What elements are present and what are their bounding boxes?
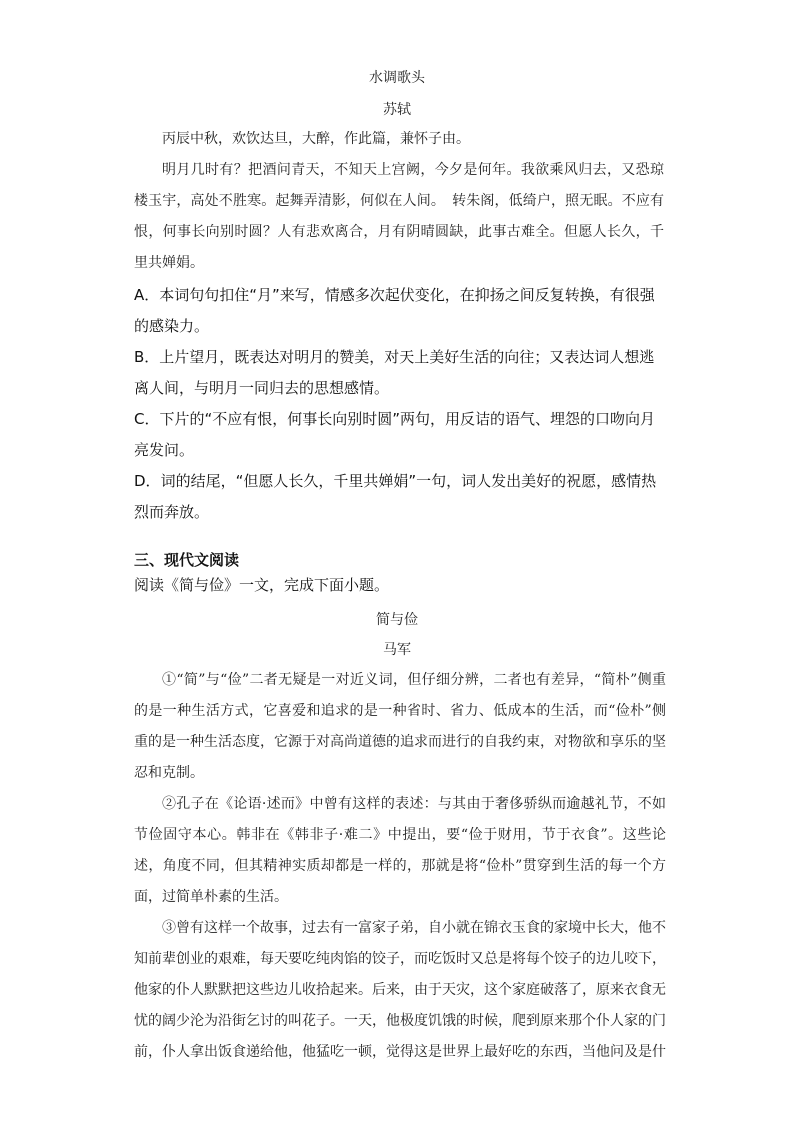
option-letter: A． bbox=[134, 286, 160, 304]
poem-title: 水调歌头 bbox=[369, 70, 425, 86]
option-b bbox=[134, 342, 666, 404]
option-c bbox=[134, 404, 666, 466]
option-a bbox=[134, 280, 666, 342]
poem-preface: 丙辰中秋，欢饮达旦，大醉，作此篇，兼怀子由。 bbox=[162, 131, 470, 147]
essay-title: 简与俭 bbox=[376, 612, 418, 628]
essay-paragraph-1: ①“简”与“俭”二者无疑是一对近义词，但仔细分辨，二者也有差异，“简朴”侧重的是一种生活方式，它喜爱和追求的是一种省时、省力、低成本的生活，而“俭朴”侧重的是一种生活态度，它源于对高尚道德的追求而进行的自我约束，对物欲和享乐的坚忍和克制。 bbox=[134, 672, 666, 781]
section-instruction: 阅读《简与俭》一文，完成下面小题。 bbox=[134, 576, 390, 594]
option-letter: B． bbox=[134, 348, 160, 366]
essay-author: 马军 bbox=[383, 642, 411, 658]
poem-body: 明月几时有？把酒问青天，不知天上宫阙，今夕是何年。我欲乘风归去，又恐琼楼玉宇，高处不胜寒。起舞弄清影，何似在人间。 转朱阁，低绮户，照无眠。不应有恨，何事长向别时圆？人有悲欢离合，月有阴晴圆缺，此事古难全。但愿人长久，千里共婵娟。 bbox=[134, 162, 664, 271]
poem-author: 苏轼 bbox=[383, 102, 411, 118]
essay-paragraph-3: ③曾有这样一个故事，过去有一富家子弟，自小就在锦衣玉食的家境中长大，他不知前辈创业的艰难，每天要吃纯肉馅的饺子，而吃饭时又总是将每个饺子的边儿咬下，他家的仆人默默把这些边儿收拾起来。后来，由于天灾，这个家庭破落了，原来衣食无忧的阔少沦为沿街乞讨的叫花子。一天，他极度饥饿的时候，爬到原来那个仆人家的门前，仆人拿出饭食递给他，他猛吃一顿，觉得这是世界上最好吃的东西，当他问及是什 bbox=[134, 920, 666, 1060]
option-d bbox=[134, 466, 666, 528]
option-text: 上片望月，既表达对明月的赞美，对天上美好生活的向往；又表达词人想逃离人间，与明月一同归去的思想感情。 bbox=[134, 348, 655, 397]
essay-paragraph-2: ②孔子在《论语·述而》中曾有这样的表述：与其由于奢侈骄纵而逾越礼节，不如节俭固守本心。韩非在《韩非子·难二》中提出，要“俭于财用，节于衣食”。这些论述，角度不同，但其精神实质却都是一样的，那就是将“俭朴”贯穿到生活的每一个方面，过简单朴素的生活。 bbox=[134, 796, 666, 905]
option-letter: D． bbox=[134, 472, 161, 490]
option-text: 词的结尾，“但愿人长久，千里共婵娟”一句，词人发出美好的祝愿，感情热烈而奔放。 bbox=[134, 472, 657, 521]
section-heading: 三、现代文阅读 bbox=[134, 551, 240, 569]
option-text: 本词句句扣住“月”来写，情感多次起伏变化，在抑扬之间反复转换，有很强的感染力。 bbox=[134, 286, 655, 335]
option-text: 下片的“不应有恨，何事长向别时圆”两句，用反诘的语气、埋怨的口吻向月亮发问。 bbox=[134, 410, 656, 459]
option-letter: C． bbox=[134, 410, 160, 428]
